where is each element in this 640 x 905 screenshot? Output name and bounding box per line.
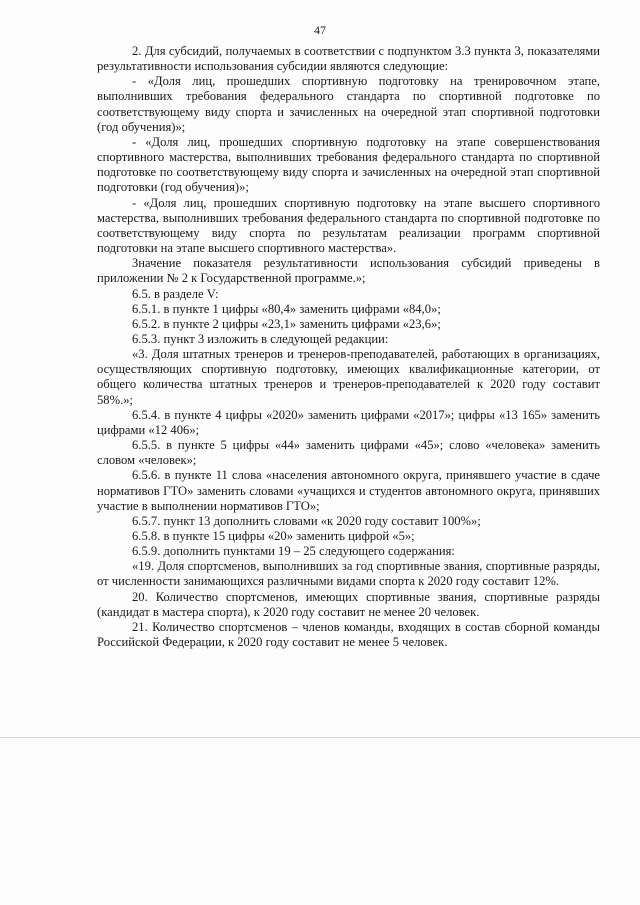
paragraph: - «Доля лиц, прошедших спортивную подготовку на тренировочном этапе, выполнивших требования федерального стандарта по спортивной подготовке по соответствующему виду спорта и зачисленных на очередной этап спортивной подготовки (год обучения)»; bbox=[97, 74, 600, 134]
paragraph: - «Доля лиц, прошедших спортивную подготовку на этапе совершенствования спортивного мастерства, выполнивших требования федерального стандарта по спортивной подготовке по соответствующему виду спорта и зачисленных на очередной этап спортивной подготовки (год обучения)»; bbox=[97, 134, 600, 195]
paragraph: 6.5. в разделе V: bbox=[132, 286, 219, 301]
paragraph: 21. Количество спортсменов – членов команды, входящих в состав сборной команды Российской Федерации, к 2020 году составит не менее 5 человек. bbox=[97, 619, 600, 650]
paragraph: «3. Доля штатных тренеров и тренеров-преподавателей, работающих в организациях, осуществляющих спортивную подготовку, имеющих квалификационные категории, от общего количества штатных тренеров и тренеров-преподавателей к 2020 году составит 58%.»; bbox=[97, 347, 600, 407]
paragraph: 6.5.3. пункт 3 изложить в следующей редакции: bbox=[132, 331, 389, 346]
paragraph: 6.5.2. в пункте 2 цифры «23,1» заменить цифрами «23,6»; bbox=[132, 316, 441, 331]
paragraph: «19. Доля спортсменов, выполнивших за год спортивные звания, спортивные разряды, от численности занимающихся различными видами спорта к 2020 году составит 12%. bbox=[97, 559, 600, 589]
paragraph: 6.5.1. в пункте 1 цифры «80,4» заменить цифрами «84,0»; bbox=[132, 301, 441, 316]
document-body bbox=[97, 44, 600, 650]
paragraph: - «Доля лиц, прошедших спортивную подготовку на этапе высшего спортивного мастерства, выполнивших требования федерального стандарта по спортивной подготовке по соответствующему виду спорта по результатам реализации программ спортивной подготовки на этапе высшего спортивного мастерства». bbox=[97, 195, 600, 256]
paragraph: 6.5.8. в пункте 15 цифры «20» заменить цифрой «5»; bbox=[132, 529, 415, 543]
paragraph: 20. Количество спортсменов, имеющих спортивные звания, спортивные разряды (кандидат в мастера спорта), к 2020 году составит не менее 20 человек. bbox=[97, 589, 600, 619]
paragraph: 6.5.5. в пункте 5 цифры «44» заменить цифрами «45»; слово «человека» заменить словом «человек»; bbox=[97, 438, 600, 468]
paragraph: 6.5.6. в пункте 11 слова «населения автономного округа, принявшего участие в сдаче нормативов ГТО» заменить словами «учащихся и студентов автономного округа, принявших участие в выполнении нормативов ГТО»; bbox=[97, 468, 600, 513]
paragraph: 6.5.7. пункт 13 дополнить словами «к 2020 году составит 100%»; bbox=[132, 513, 481, 528]
paragraph: 6.5.4. в пункте 4 цифры «2020» заменить цифрами «2017»; цифры «13 165» заменить цифрами «12 406»; bbox=[97, 407, 600, 437]
paragraph: Значение показателя результативности использования субсидий приведены в приложении № 2 к Государственной программе.»; bbox=[97, 256, 600, 286]
paragraph: 6.5.9. дополнить пунктами 19 – 25 следующего содержания: bbox=[132, 544, 455, 559]
paragraph: 2. Для субсидий, получаемых в соответствии с подпунктом 3.3 пункта 3, показателями результативности использования субсидии являются следующие: bbox=[97, 44, 600, 74]
page-number: 47 bbox=[314, 23, 326, 37]
